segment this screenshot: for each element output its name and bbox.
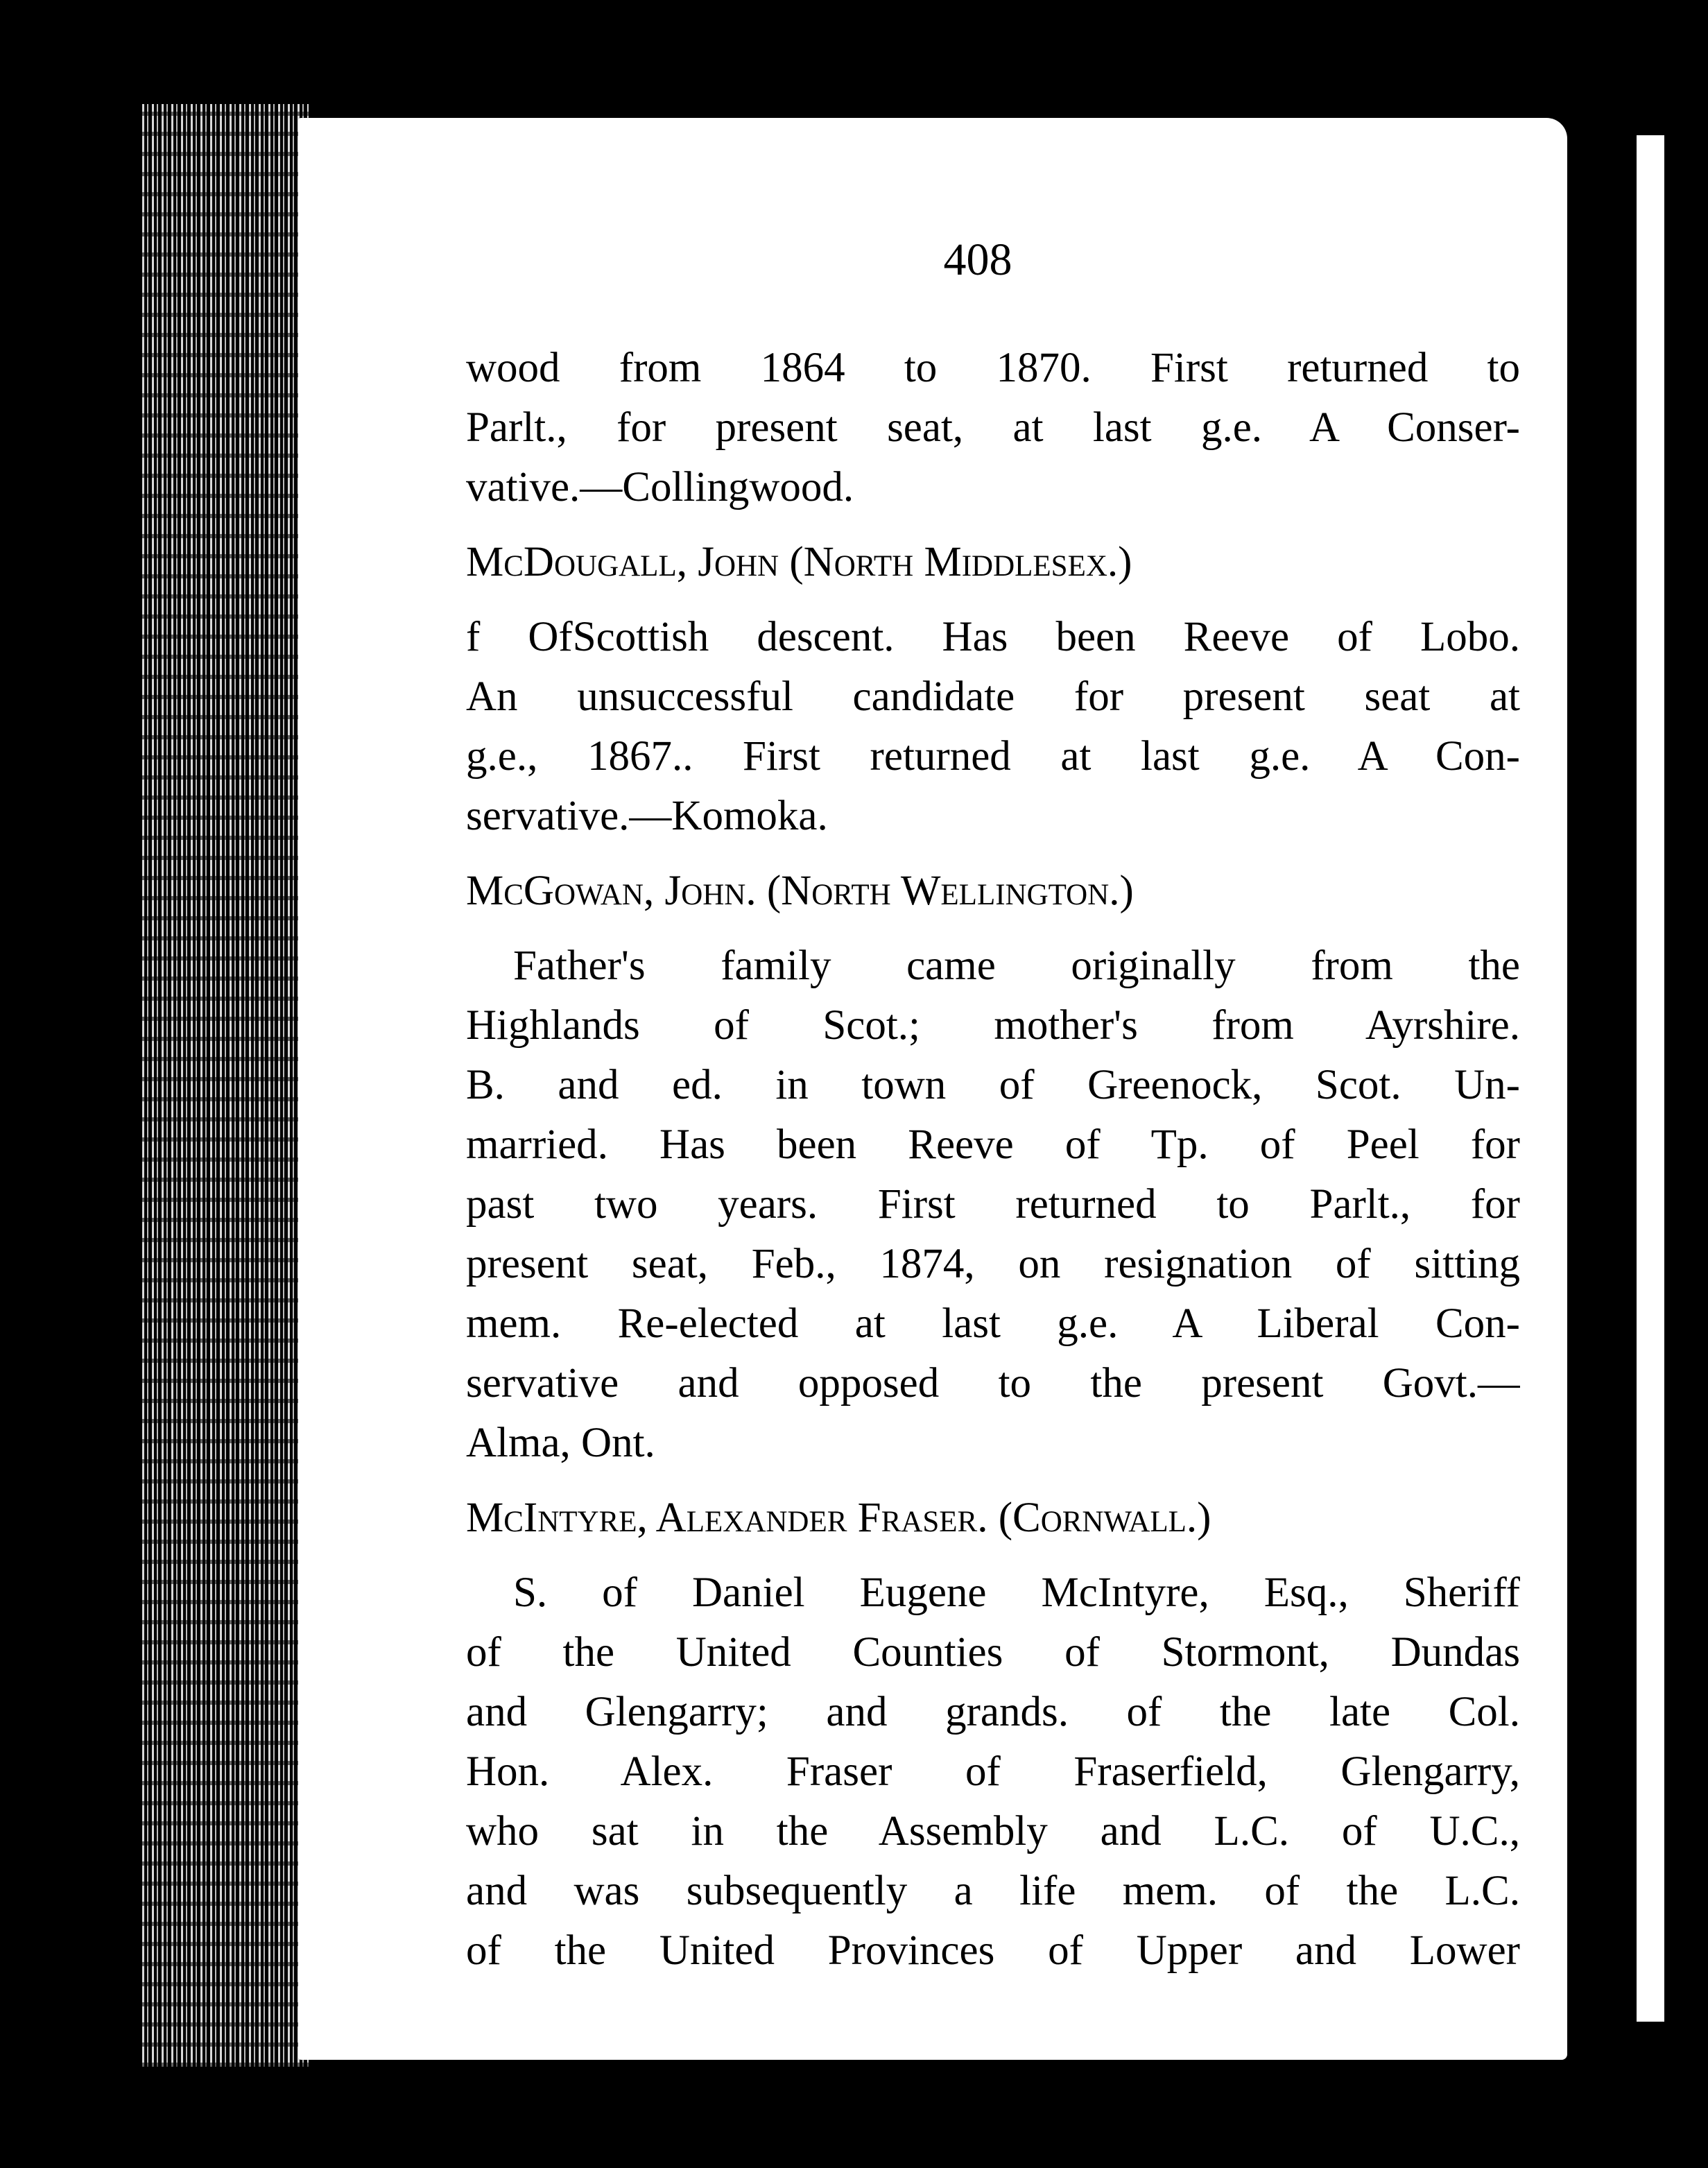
text-line: B. and ed. in town of Greenock, Scot. Un-: [466, 1062, 1520, 1108]
text-line: Parlt., for present seat, at last g.e. A Conser-: [466, 404, 1520, 451]
entry-heading: McDougall, John (North Middlesex.): [466, 539, 1132, 585]
text-line: of the United Counties of Stormont, Dundas: [466, 1629, 1520, 1676]
text-line: g.e., 1867.. First returned at last g.e. A Con-: [466, 733, 1520, 780]
text-line: wood from 1864 to 1870. First returned to: [466, 345, 1520, 391]
text-line: Father's family came originally from the: [513, 943, 1520, 989]
adjacent-page-edge: [1637, 135, 1664, 2022]
text-line: and was subsequently a life mem. of the L.C.: [466, 1868, 1520, 1914]
text-line: present seat, Feb., 1874, on resignation of sitting: [466, 1241, 1520, 1287]
text-line: servative and opposed to the present Govt.—: [466, 1360, 1520, 1406]
text-line: f OfScottish descent. Has been Reeve of Lobo.: [466, 614, 1520, 660]
text-line: of the United Provinces of Upper and Lower: [466, 1927, 1520, 1974]
text-line: who sat in the Assembly and L.C. of U.C.,: [466, 1808, 1520, 1855]
text-line: and Glengarry; and grands. of the late Col.: [466, 1689, 1520, 1735]
binding-shadow: [142, 104, 309, 2067]
text-line: past two years. First returned to Parlt., for: [466, 1181, 1520, 1228]
page-number: 408: [943, 234, 1012, 285]
text-line: Alma, Ont.: [466, 1420, 655, 1466]
entry-heading: McGowan, John. (North Wellington.): [466, 868, 1134, 914]
page-text: [466, 338, 1520, 1981]
text-line: vative.—Collingwood.: [466, 464, 854, 510]
text-line: S. of Daniel Eugene McIntyre, Esq., Sheriff: [513, 1569, 1520, 1616]
text-line: mem. Re-elected at last g.e. A Liberal Con-: [466, 1300, 1520, 1347]
text-line: servative.—Komoka.: [466, 793, 828, 839]
entry-heading: McIntyre, Alexander Fraser. (Cornwall.): [466, 1495, 1211, 1541]
text-line: Hon. Alex. Fraser of Fraserfield, Glengarry,: [466, 1748, 1520, 1795]
text-line: Highlands of Scot.; mother's from Ayrshire.: [466, 1002, 1520, 1049]
text-line: married. Has been Reeve of Tp. of Peel for: [466, 1121, 1520, 1168]
text-line: An unsuccessful candidate for present seat at: [466, 673, 1520, 720]
